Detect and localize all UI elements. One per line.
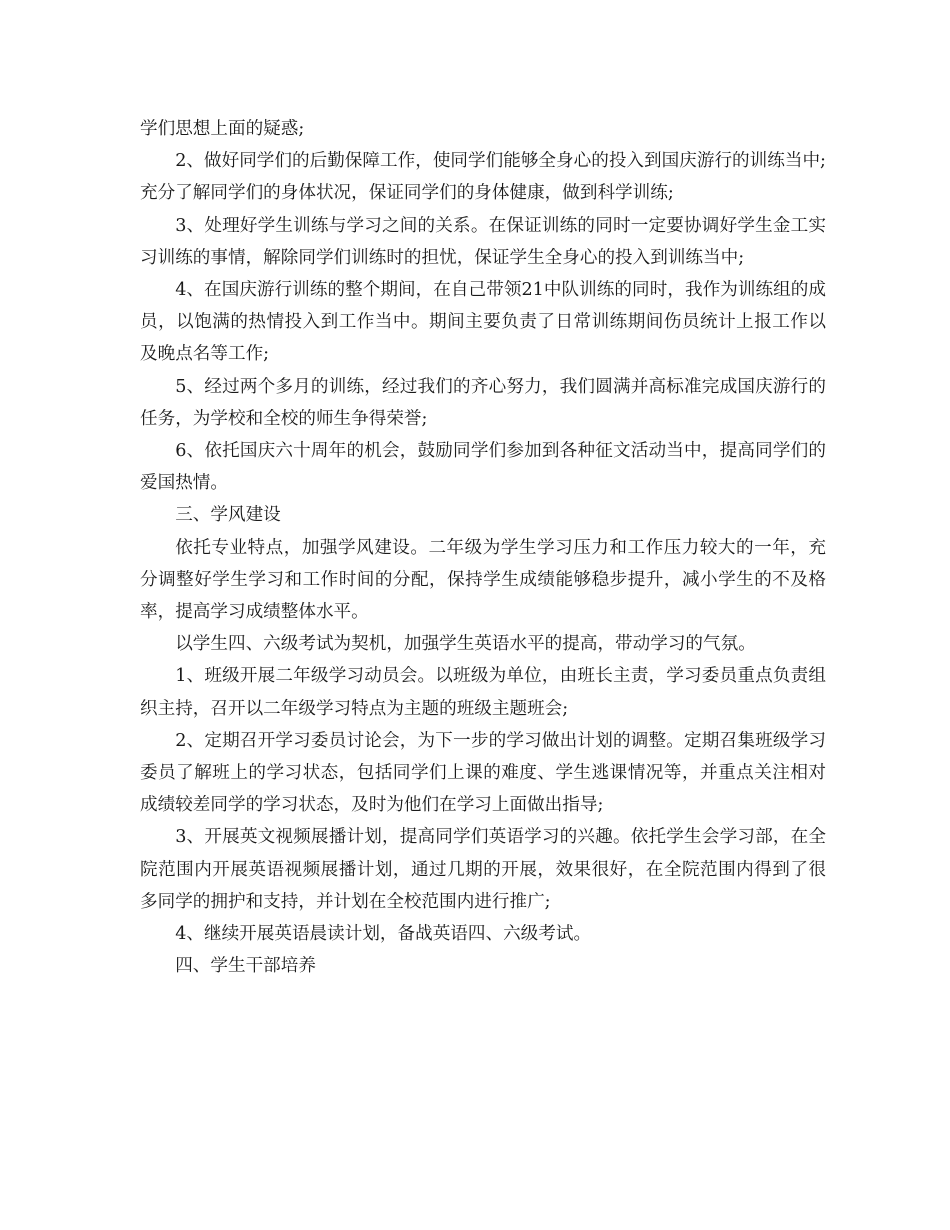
- paragraph-8: 依托专业特点，加强学风建设。二年级为学生学习压力和工作压力较大的一年，充分调整好学生学习和工作时间的分配，保持学生成绩能够稳步提升，减小学生的不及格率，提高学习成绩整体水平。: [140, 537, 826, 623]
- paragraph-13: 4、继续开展英语晨读计划，备战英语四、六级考试。: [175, 924, 592, 945]
- paragraph-4: 4、在国庆游行训练的整个期间，在自己带领21中队训练的同时，我作为训练组的成员，以饱满的热情投入到工作当中。期间主要负责了日常训练期间伤员统计上报工作以及晚点名等工作;: [140, 280, 826, 365]
- section-heading-cadre-training: 四、学生干部培养: [175, 956, 316, 977]
- document-page: [140, 113, 826, 982]
- paragraph-11: 2、定期召开学习委员讨论会，为下一步的学习做出计划的调整。定期召集班级学习委员了解班上的学习状态，包括同学们上课的难度、学生逃课情况等，并重点关注相对成绩较差同学的学习状态，及时为他们在学习上面做出指导;: [140, 730, 826, 816]
- paragraph-10: 1、班级开展二年级学习动员会。以班级为单位，由班长主责，学习委员重点负责组织主持，召开以二年级学习特点为主题的班级主题班会;: [140, 666, 826, 719]
- paragraph-1: 学们思想上面的疑惑;: [140, 119, 305, 139]
- paragraph-12: 3、开展英文视频展播计划，提高同学们英语学习的兴趣。依托学生会学习部，在全院范围内开展英语视频展播计划，通过几期的开展，效果很好，在全院范围内得到了很多同学的拥护和支持，并计划在全校范围内进行推广;: [140, 827, 826, 912]
- paragraph-5: 5、经过两个多月的训练，经过我们的齐心努力，我们圆满并高标准完成国庆游行的任务，为学校和全校的师生争得荣誉;: [140, 376, 826, 429]
- section-heading-study-style: 三、学风建设: [175, 505, 281, 526]
- paragraph-9: 以学生四、六级考试为契机，加强学生英语水平的提高，带动学习的气氛。: [175, 634, 756, 655]
- paragraph-6: 6、依托国庆六十周年的机会，鼓励同学们参加到各种征文活动当中，提高同学们的爱国热情。: [140, 441, 826, 494]
- paragraph-3: 3、处理好学生训练与学习之间的关系。在保证训练的同时一定要协调好学生金工实习训练的事情，解除同学们训练时的担忧，保证学生全身心的投入到训练当中;: [140, 215, 826, 268]
- paragraph-2: 2、做好同学们的后勤保障工作，使同学们能够全身心的投入到国庆游行的训练当中;充分了解同学们的身体状况，保证同学们的身体健康，做到科学训练;: [140, 151, 826, 204]
